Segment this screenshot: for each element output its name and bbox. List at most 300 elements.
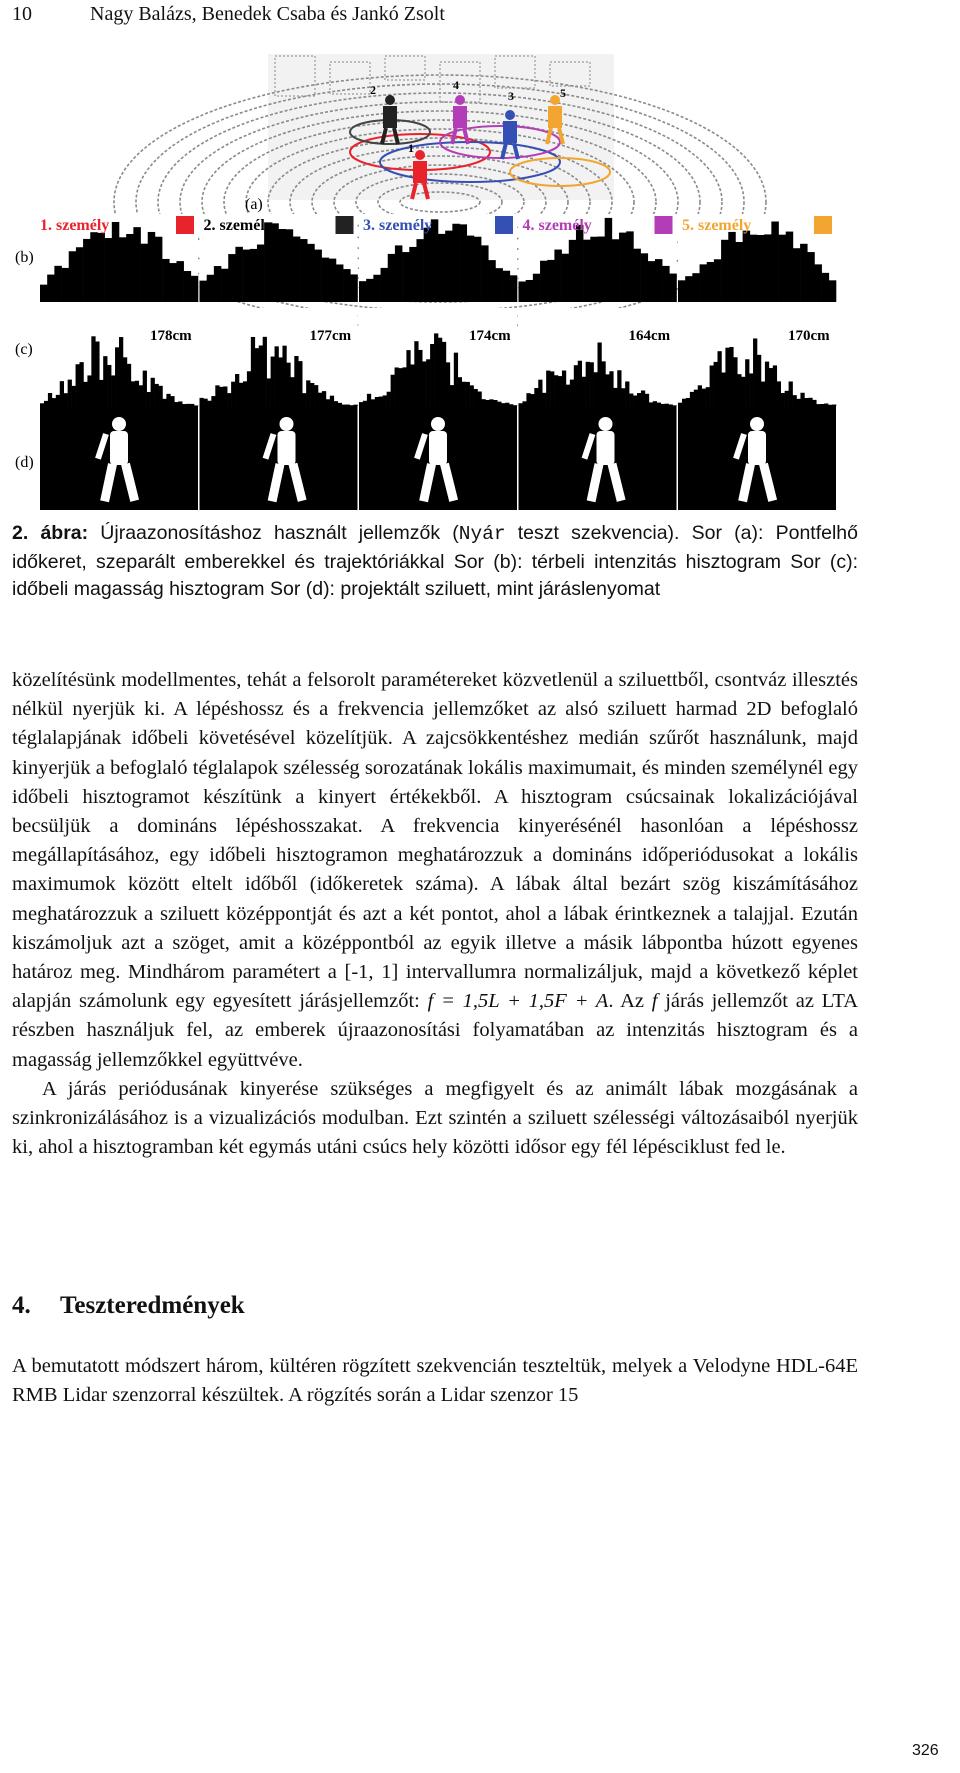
section-number: 4.: [12, 1292, 31, 1319]
height-bar: [414, 341, 418, 406]
height-bar: [155, 384, 159, 406]
height-bar: [342, 405, 346, 406]
height-bar: [375, 397, 379, 406]
person-height: 170cm: [788, 328, 830, 344]
intensity-bar: [359, 281, 366, 302]
height-bar: [706, 387, 710, 406]
intensity-bar: [97, 233, 104, 302]
height-bar: [800, 393, 804, 406]
person-height: 177cm: [309, 328, 352, 344]
height-bar: [534, 388, 538, 406]
height-bar: [330, 396, 334, 406]
intensity-bar: [583, 240, 590, 302]
intensity-bar: [554, 250, 561, 302]
height-bar: [645, 394, 649, 406]
height-bar: [777, 381, 781, 406]
height-bar: [402, 367, 406, 406]
height-bar: [474, 389, 478, 406]
intensity-bar: [576, 225, 583, 302]
height-bar: [239, 383, 243, 406]
intensity-bar: [793, 248, 800, 302]
intensity-bar: [366, 279, 373, 302]
height-bar: [48, 393, 52, 406]
intensity-bar: [243, 250, 250, 302]
intensity-bar: [409, 247, 416, 302]
intensity-bar: [714, 259, 721, 302]
height-bar: [749, 373, 753, 406]
height-bar: [828, 405, 832, 406]
height-bar: [526, 393, 530, 406]
height-bar: [741, 377, 745, 406]
intensity-bar: [829, 280, 836, 302]
intensity-bar: [750, 235, 757, 302]
height-bar: [211, 396, 215, 406]
intensity-bar: [293, 237, 300, 302]
intensity-bar: [526, 280, 533, 302]
intensity-bar: [54, 266, 61, 302]
intensity-bar: [200, 281, 207, 302]
height-bar: [99, 380, 103, 406]
height-bar: [609, 371, 613, 406]
height-bar: [286, 363, 290, 406]
height-bar: [641, 390, 645, 406]
height-bar: [399, 368, 403, 406]
intensity-bar: [633, 249, 640, 302]
height-bar: [721, 373, 725, 406]
intensity-bar: [388, 254, 395, 302]
intensity-bar: [257, 245, 264, 302]
height-bar: [793, 395, 797, 406]
caption-text-2: teszt szekvencia). Sor (a): Pontfelhő időkeret, szeparált emberekkel és trajektóriákkal Sor (b): térbeli intenzitás hisztogram Sor (c): időbeli magasság hisztogram Sor (d): projektált sziluett, mint járáslenyomat: [12, 522, 858, 600]
formula: f = 1,5L + 1,5F + A: [427, 990, 609, 1013]
height-bar: [605, 374, 609, 406]
height-bar: [598, 342, 602, 406]
height-bar: [170, 396, 174, 406]
height-bar: [690, 392, 694, 406]
intensity-bar: [648, 261, 655, 302]
height-bar: [570, 380, 574, 406]
height-bar: [669, 404, 673, 406]
intensity-bar: [112, 222, 119, 302]
height-bar: [637, 393, 641, 406]
height-bar: [322, 391, 326, 406]
height-bar: [450, 385, 454, 406]
height-bar: [519, 403, 523, 406]
height-bar: [625, 381, 629, 406]
height-bar: [753, 338, 757, 406]
intensity-bar: [105, 238, 112, 302]
height-bar: [346, 405, 350, 406]
person-label: 4. személy: [522, 217, 592, 234]
height-bar: [629, 394, 633, 406]
height-bar: [107, 365, 111, 406]
height-bar: [235, 374, 239, 406]
person-panel: [359, 214, 517, 510]
person-height: 174cm: [469, 328, 511, 344]
row-label-c: (c): [15, 341, 33, 358]
height-bar: [578, 361, 582, 406]
pointcloud-id: 4: [453, 78, 459, 92]
height-bar: [203, 399, 207, 406]
paragraph-1-text-b: . Az: [608, 990, 652, 1013]
height-bar: [694, 390, 698, 406]
intensity-bar: [350, 274, 357, 302]
height-bar: [558, 376, 562, 406]
intensity-bar: [467, 236, 474, 302]
person-height: 164cm: [628, 328, 671, 344]
height-bar: [367, 394, 371, 406]
height-bar: [306, 380, 310, 406]
height-bar: [824, 403, 828, 406]
height-bar: [251, 337, 255, 406]
height-bar: [279, 357, 283, 406]
height-bar: [434, 333, 438, 406]
height-bar: [765, 362, 769, 406]
intensity-bar: [155, 237, 162, 302]
paragraph-1-text: közelítésünk modellmentes, tehát a felsorolt paramétereket közvetlenül a sziluettből, csontváz illesztés nélkül nyerjük ki. A lépéshossz és a frekvencia jellemzőket az alsó sziluett harmad 2D befoglaló téglalapjának időbeli követésével közelítjük. A zajcsökkentéshez medián szűrőt használunk, majd kinyerjük a befoglaló téglalapok szélesség sorozatának lokális maximumait, és minden személynél egy időbeli hisztogramot készítünk a kinyert értékekből. A hisztogram csúcsainak lokalizációjával becsüljük a domináns lépéshosszakat. A frekvencia kinyerésénél hasonlóan a lépéshossz megállapításához, egy időbeli hisztogramon meghatározzuk a domináns időperiódusokat a lokális maximumok között eltelt időből (időkeretek száma). A lábak által bezárt szög kiszámításához meghatározzuk a sziluett középpontját és azt a két pontot, ahol a lábak érintkeznek a talajjal. Ezután kiszámoljuk azt a szöget, amit a középpontból az egyik illetve a másik lábpontba húzott egyenes határoz meg. Mindhárom paramétert a [-1, 1] intervallumra normalizáljuk, majd a következő képlet alapján számolunk egy egyesített járásjellemzőt:: [12, 669, 858, 1013]
caption-lead: 2. ábra:: [12, 522, 89, 544]
figure-caption: [12, 520, 858, 604]
footer-page-number: 326: [912, 1742, 939, 1759]
height-bar: [174, 402, 178, 406]
figure-2: [0, 52, 960, 522]
height-bar: [166, 394, 170, 406]
height-bar: [139, 385, 143, 406]
height-bar: [151, 378, 155, 406]
intensity-bar: [692, 273, 699, 302]
height-bar: [566, 385, 570, 406]
height-bar: [52, 398, 56, 406]
height-bar: [219, 387, 223, 406]
height-bar: [489, 399, 493, 406]
intensity-bar: [598, 237, 605, 302]
intensity-bar: [735, 242, 742, 302]
intensity-bar: [221, 269, 228, 302]
height-bar: [621, 388, 625, 406]
height-bar: [135, 381, 139, 406]
height-bar: [294, 356, 298, 406]
intensity-bar: [641, 253, 648, 302]
intensity-bar: [141, 244, 148, 302]
intensity-bar: [133, 227, 140, 302]
person-label: 3. személy: [363, 217, 433, 234]
running-authors: Nagy Balázs, Benedek Csaba és Jankó Zsolt: [90, 3, 445, 25]
height-bar: [302, 393, 306, 406]
height-bar: [255, 348, 259, 406]
height-bar: [454, 353, 458, 406]
intensity-bar: [481, 245, 488, 302]
height-bar: [808, 398, 812, 406]
intensity-bar: [424, 228, 431, 302]
height-bar: [773, 365, 777, 406]
height-bar: [446, 362, 450, 406]
intensity-bar: [612, 239, 619, 302]
intensity-bar: [562, 254, 569, 302]
person-color-swatch: [176, 216, 194, 234]
row-label-b: (b): [15, 249, 34, 266]
height-bar: [338, 403, 342, 406]
height-bar: [470, 385, 474, 406]
height-bar: [702, 389, 706, 406]
person-panel: [200, 214, 358, 510]
height-bar: [44, 401, 48, 406]
height-bar: [60, 381, 64, 406]
intensity-bar: [90, 232, 97, 302]
intensity-bar: [445, 231, 452, 302]
height-bar: [769, 368, 773, 406]
pointcloud-id: 3: [508, 89, 514, 103]
intensity-bar: [300, 239, 307, 302]
height-bar: [501, 403, 505, 406]
height-bar: [282, 346, 286, 406]
intensity-bar: [764, 234, 771, 302]
height-bar: [530, 394, 534, 406]
height-bar: [119, 337, 123, 406]
height-bar: [546, 371, 550, 406]
person-panels: [40, 214, 836, 510]
intensity-bar: [590, 237, 597, 302]
height-bar: [72, 386, 76, 406]
intensity-bar: [771, 222, 778, 302]
height-bar: [95, 341, 99, 406]
intensity-bar: [495, 268, 502, 302]
height-bar: [649, 402, 653, 406]
height-bar: [481, 399, 485, 406]
height-bar: [143, 371, 147, 406]
height-bar: [485, 400, 489, 406]
height-bar: [804, 398, 808, 406]
intensity-bar: [822, 273, 829, 302]
height-bar: [661, 404, 665, 406]
height-bar: [633, 396, 637, 406]
height-bar: [832, 405, 836, 406]
height-bar: [267, 378, 271, 406]
height-bar: [87, 375, 91, 406]
intensity-bar: [126, 234, 133, 302]
height-bar: [371, 399, 375, 406]
pointcloud-id: 5: [560, 86, 566, 100]
intensity-bar: [452, 224, 459, 302]
height-bar: [497, 402, 501, 406]
intensity-bar: [373, 275, 380, 302]
intensity-bar: [329, 259, 336, 302]
intensity-bar: [721, 240, 728, 302]
height-bar: [686, 398, 690, 406]
intensity-bar: [184, 271, 191, 302]
height-bar: [422, 361, 426, 406]
height-bar: [538, 380, 542, 406]
intensity-bar: [510, 275, 517, 302]
height-bar: [298, 361, 302, 406]
intensity-bar: [438, 234, 445, 302]
height-bar: [725, 348, 729, 406]
intensity-bar: [662, 266, 669, 302]
intensity-bar: [40, 285, 47, 302]
person-panel: [678, 214, 836, 510]
height-bar: [462, 382, 466, 406]
height-bar: [64, 393, 68, 406]
height-bar: [162, 399, 166, 406]
height-bar: [223, 386, 227, 406]
height-bar: [76, 364, 80, 406]
intensity-bar: [533, 274, 540, 302]
section-body: [12, 1352, 858, 1410]
height-bar: [430, 344, 434, 406]
height-bar: [458, 377, 462, 406]
intensity-bar: [343, 269, 350, 302]
intensity-bar: [169, 263, 176, 302]
pointcloud-bg: [268, 54, 614, 200]
person-panel: [40, 214, 198, 510]
height-bar: [186, 404, 190, 406]
height-bar: [542, 393, 546, 406]
formula-f: f: [651, 990, 658, 1013]
intensity-bar: [235, 247, 242, 302]
height-bar: [613, 388, 617, 406]
section-paragraph-1: A bemutatott módszert három, kültéren rögzített szekvencián teszteltük, melyek a Velodyne HDL-64E RMB Lidar szenzorral készültek. A rögzítés során a Lidar szenzor 15: [12, 1355, 858, 1407]
intensity-bar: [416, 239, 423, 302]
height-bar: [182, 404, 186, 406]
paragraph-1-text-c: járás jellemzőt az LTA részben használjuk fel, az emberek újraazonosítási folyamatában az intenzitás hisztogram és a magasság jellemzőkkel együttvéve.: [12, 990, 859, 1071]
height-bar: [812, 400, 816, 406]
intensity-bar: [540, 261, 547, 302]
height-bar: [673, 405, 677, 406]
height-bar: [271, 357, 275, 406]
height-bar: [594, 372, 598, 406]
height-bar: [326, 399, 330, 406]
intensity-bar: [814, 264, 821, 302]
height-bar: [509, 404, 513, 406]
height-bar: [714, 362, 718, 406]
intensity-bar: [47, 275, 54, 302]
height-bar: [387, 392, 391, 406]
height-bar: [200, 398, 204, 406]
height-bar: [601, 361, 605, 406]
intensity-bar: [669, 274, 676, 302]
height-bar: [290, 377, 294, 406]
height-bar: [785, 391, 789, 406]
intensity-bar: [619, 233, 626, 302]
height-bar: [426, 359, 430, 406]
intensity-bar: [336, 264, 343, 302]
row-label-a: (a): [245, 196, 263, 213]
height-bar: [80, 362, 84, 406]
height-bar: [678, 403, 682, 406]
height-bar: [410, 365, 414, 406]
intensity-bar: [279, 229, 286, 302]
intensity-bar: [685, 276, 692, 302]
intensity-bar: [381, 268, 388, 302]
intensity-bar: [807, 252, 814, 302]
intensity-bar: [655, 259, 662, 302]
person-color-swatch: [495, 216, 513, 234]
height-bar: [83, 382, 87, 406]
person-height: 178cm: [150, 328, 192, 344]
height-bar: [665, 404, 669, 406]
height-bar: [466, 382, 470, 406]
intensity-bar: [779, 235, 786, 302]
height-bar: [562, 371, 566, 406]
intensity-bar: [176, 261, 183, 302]
paragraph-1: [12, 666, 858, 1075]
body-text: [12, 666, 858, 1162]
height-bar: [363, 401, 367, 406]
height-bar: [653, 401, 657, 406]
intensity-bar: [119, 237, 126, 302]
intensity-bar: [678, 280, 685, 302]
height-bar: [757, 355, 761, 406]
paragraph-2: A járás periódusának kinyerése szükséges a megfigyelt és az animált lábak mozgásának a szinkronizálásához is a vizualizációs modulban. Ezt szintén a sziluett szélességi változásaiból nyerjük ki, ahol a hisztogramban két egymás utáni csúcs hely közötti idősor egy fél lépésciklust fed le.: [12, 1077, 858, 1159]
height-bar: [729, 347, 733, 406]
intensity-bar: [743, 231, 750, 302]
caption-sequence-name: Nyár: [458, 523, 506, 545]
height-bar: [418, 350, 422, 406]
height-bar: [379, 397, 383, 406]
height-bar: [350, 405, 354, 406]
height-bar: [550, 371, 554, 406]
height-bar: [789, 381, 793, 406]
height-bar: [215, 385, 219, 406]
height-bar: [574, 365, 578, 406]
height-bar: [493, 400, 497, 406]
intensity-bar: [314, 250, 321, 302]
height-bar: [40, 403, 44, 406]
height-bar: [259, 345, 263, 406]
figure-graphic: [0, 52, 960, 522]
height-bar: [406, 350, 410, 406]
intensity-bar: [786, 232, 793, 302]
height-bar: [383, 395, 387, 406]
row-label-d: (d): [15, 454, 34, 471]
height-bar: [354, 405, 358, 406]
height-bar: [698, 385, 702, 406]
height-bar: [68, 380, 72, 406]
height-bar: [103, 356, 107, 406]
height-bar: [91, 336, 95, 406]
height-bar: [227, 393, 231, 406]
intensity-bar: [800, 244, 807, 302]
height-bar: [159, 386, 163, 406]
height-bar: [478, 391, 482, 406]
height-bar: [111, 375, 115, 406]
height-bar: [554, 375, 558, 406]
person-panel: [519, 214, 677, 510]
person-label: 2. személy: [203, 217, 273, 234]
person-color-swatch: [814, 216, 832, 234]
intensity-bar: [76, 247, 83, 302]
intensity-bar: [271, 223, 278, 302]
height-bar: [710, 365, 714, 406]
height-bar: [243, 381, 247, 406]
height-bar: [131, 381, 135, 406]
height-bar: [682, 399, 686, 406]
height-bar: [781, 393, 785, 406]
intensity-bar: [605, 218, 612, 302]
intensity-bar: [228, 254, 235, 302]
height-bar: [263, 337, 267, 406]
intensity-bar: [503, 271, 510, 302]
height-bar: [590, 362, 594, 406]
intensity-bar: [395, 245, 402, 302]
height-bar: [657, 403, 661, 406]
intensity-bar: [214, 266, 221, 302]
height-bar: [718, 351, 722, 406]
intensity-bar: [626, 231, 633, 302]
intensity-bar: [162, 259, 169, 302]
height-bar: [797, 399, 801, 406]
intensity-bar: [69, 251, 76, 302]
section-title: Teszteredmények: [60, 1292, 245, 1319]
